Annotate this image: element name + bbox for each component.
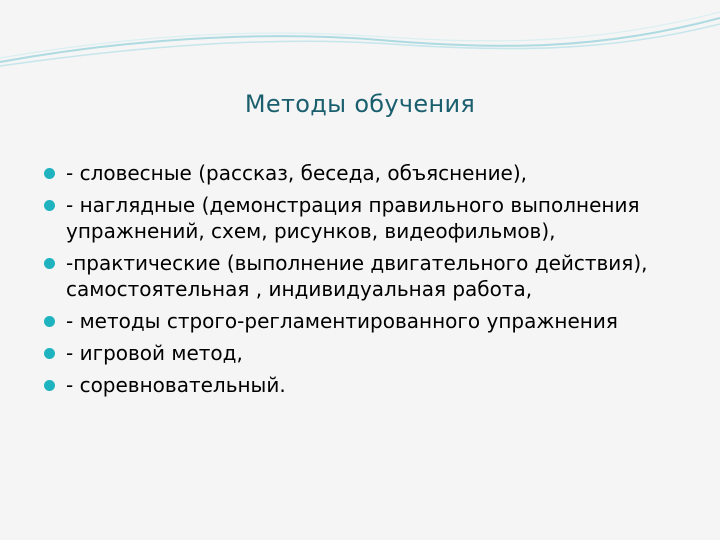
list-item	[44, 250, 694, 302]
bullet-dot-icon	[44, 200, 55, 211]
list-item-text: - словесные (рассказ, беседа, объяснение),	[66, 161, 528, 185]
bullet-dot-icon	[44, 380, 55, 391]
list-item	[44, 340, 694, 366]
list-item	[44, 308, 694, 334]
list-item	[44, 192, 694, 244]
list-item-text: - наглядные (демонстрация правильного выполнения упражнений, схем, рисунков, видеофильмов),	[66, 193, 640, 243]
list-item-text: -практические (выполнение двигательного действия), самостоятельная , индивидуальная работа,	[66, 251, 648, 301]
list-item-text: - методы строго-регламентированного упражнения	[66, 309, 618, 333]
list-item	[44, 372, 694, 398]
bullet-dot-icon	[44, 316, 55, 327]
bullet-list	[44, 160, 694, 404]
list-item	[44, 160, 694, 186]
list-item-text: - соревновательный.	[66, 373, 286, 397]
bullet-dot-icon	[44, 258, 55, 269]
bullet-dot-icon	[44, 348, 55, 359]
decorative-wave	[0, 0, 720, 80]
slide-title: Методы обучения	[244, 90, 476, 118]
bullet-dot-icon	[44, 168, 55, 179]
list-item-text: - игровой метод,	[66, 341, 243, 365]
